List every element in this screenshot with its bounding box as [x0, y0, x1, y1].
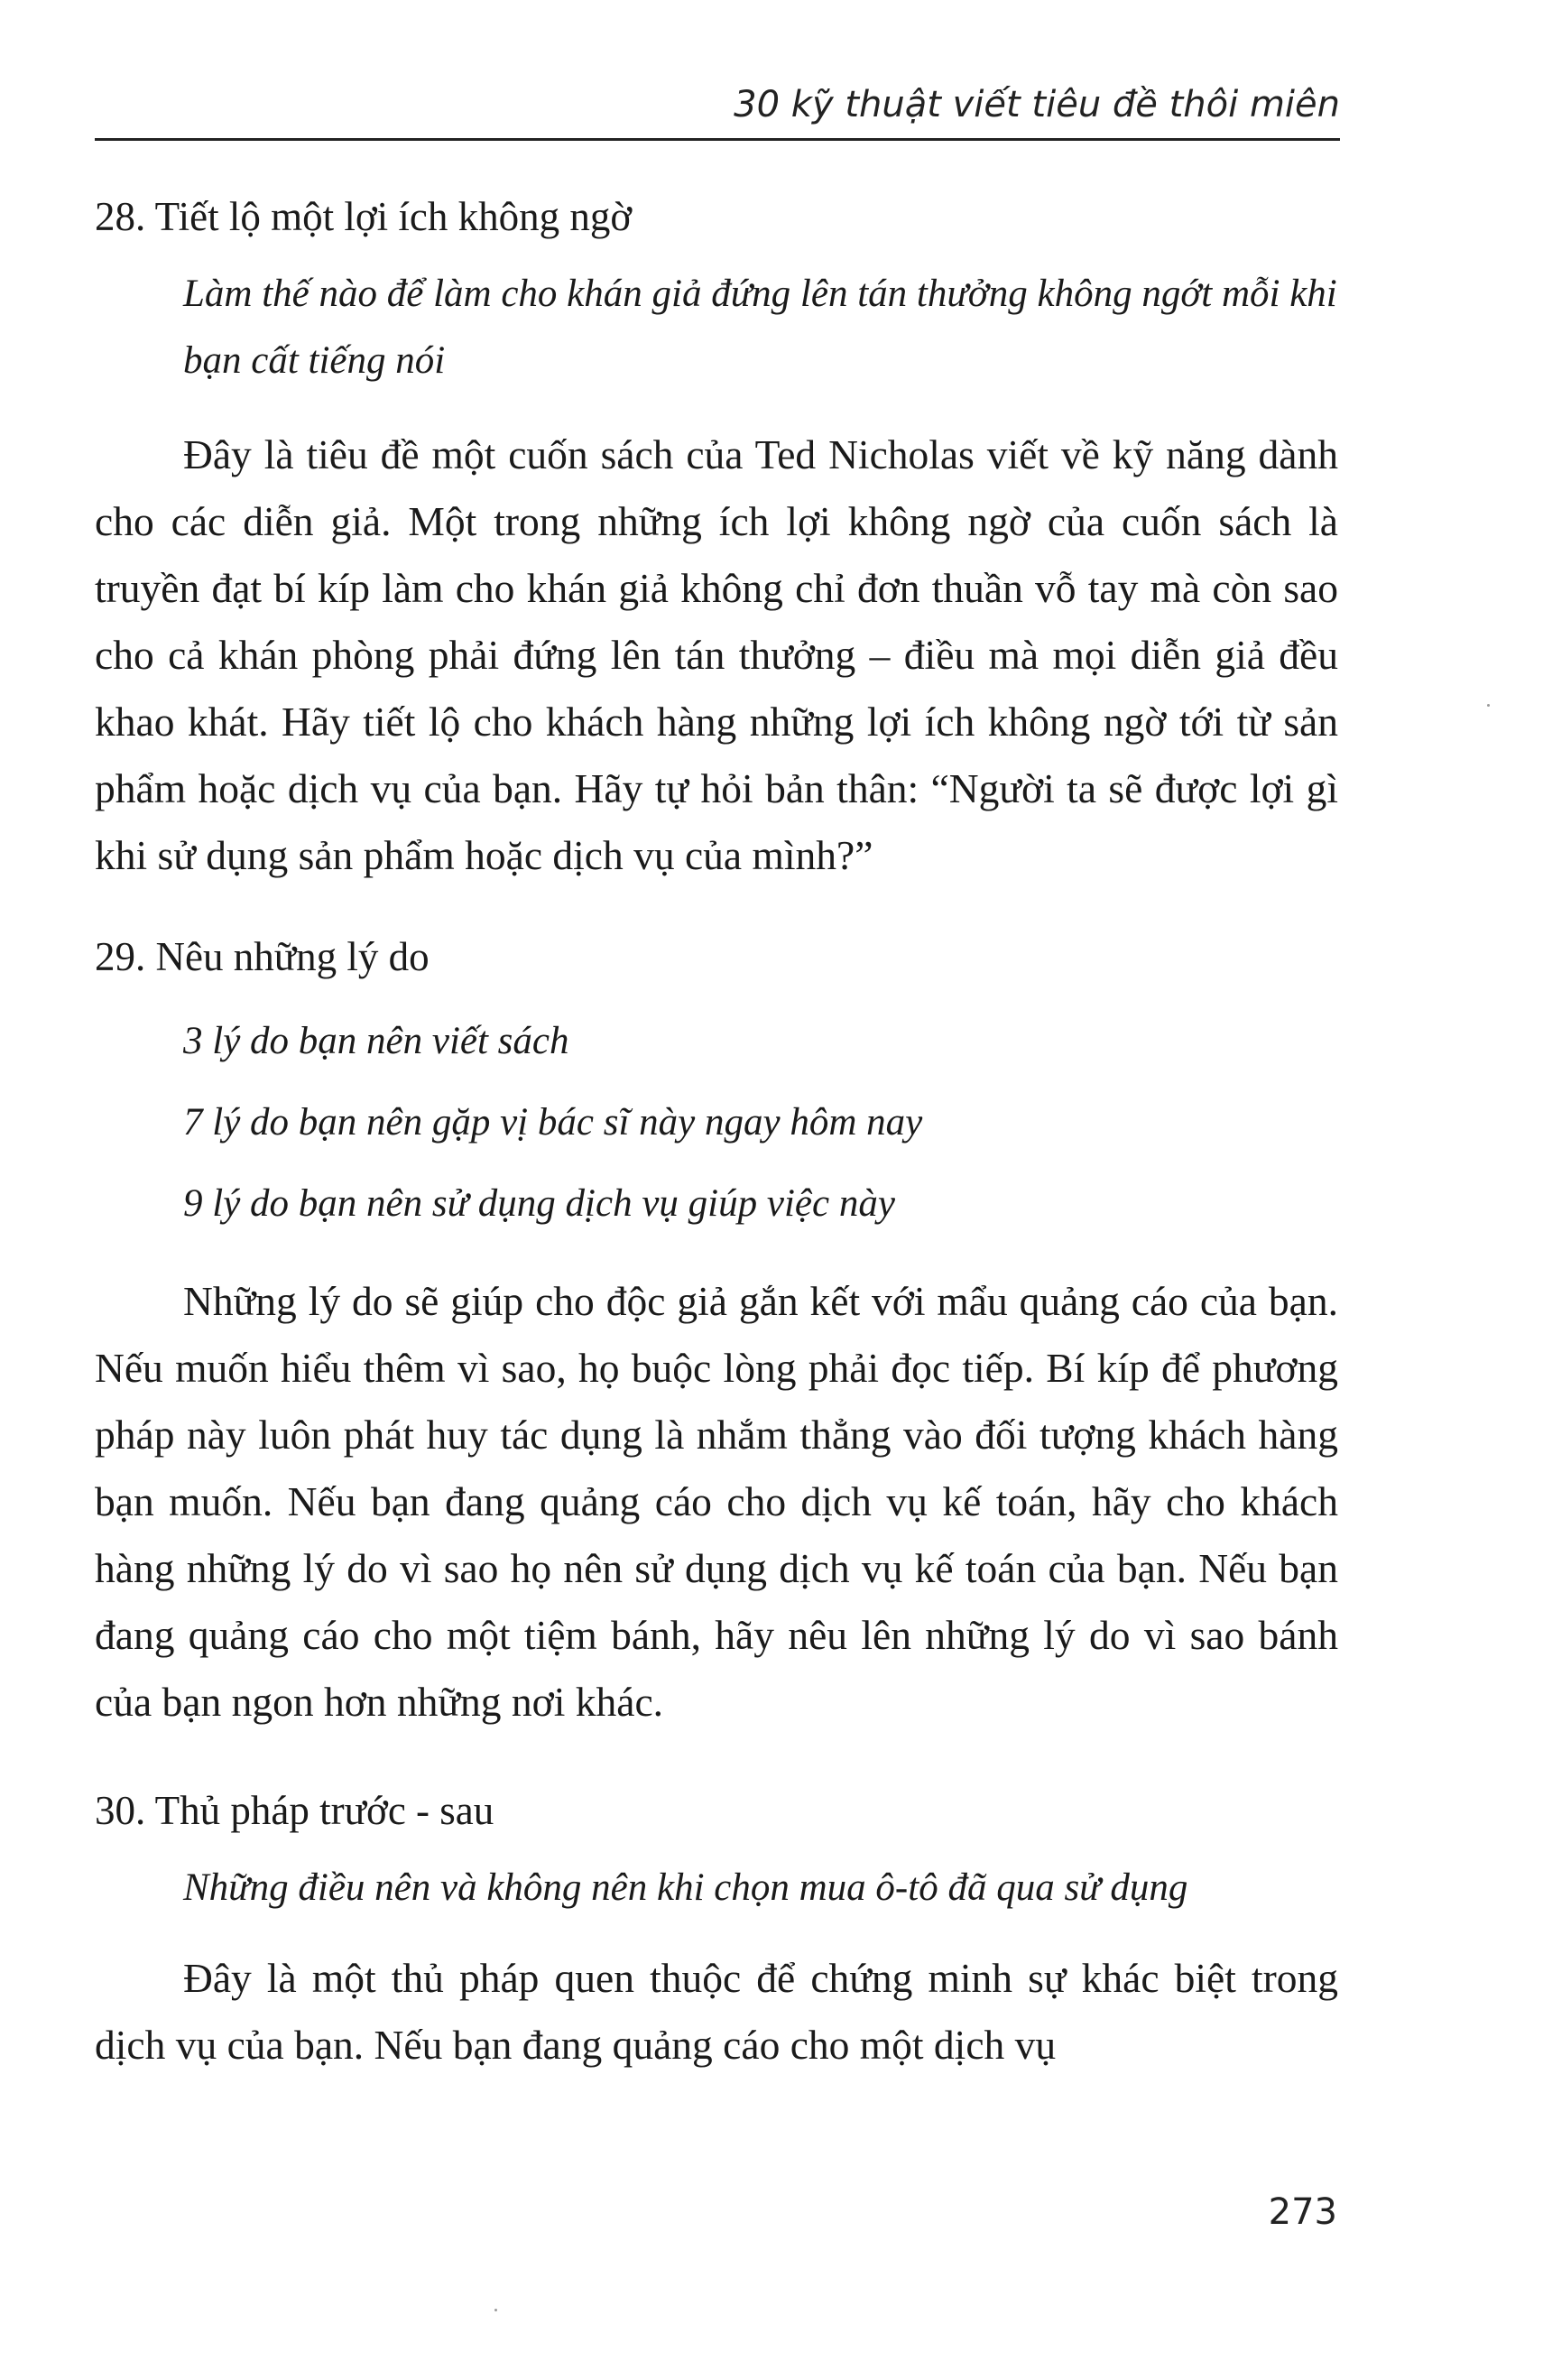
- example-headline: Những điều nên và không nên khi chọn mua ô-tô đã qua sử dụng: [183, 1866, 1188, 1909]
- section-heading: 29. Nêu những lý do: [95, 934, 430, 979]
- page-body: [95, 185, 1338, 2079]
- section-heading: 30. Thủ pháp trước - sau: [95, 1788, 494, 1833]
- scan-speck: [1487, 704, 1490, 707]
- example-headline: 9 lý do bạn nên sử dụng dịch vụ giúp việc này: [183, 1182, 895, 1225]
- section-paragraph: Những lý do sẽ giúp cho độc giả gắn kết với mẩu quảng cáo của bạn. Nếu muốn hiểu thêm vì sao, họ buộc lòng phải đọc tiếp. Bí kíp để phương pháp này luôn phát huy tác dụng là nhắm thẳng vào đối tượng khách hàng bạn muốn. Nếu bạn đang quảng cáo cho dịch vụ kế toán, hãy cho khách hàng những lý do vì sao họ nên sử dụng dịch vụ kế toán của bạn. Nếu bạn đang quảng cáo cho một tiệm bánh, hãy nêu lên những lý do vì sao bánh của bạn ngon hơn những nơi khác.: [95, 1278, 1338, 1725]
- example-headline: 3 lý do bạn nên viết sách: [183, 1020, 569, 1062]
- section-28: [95, 185, 1338, 889]
- example-list: [95, 1001, 1338, 1245]
- section-29: [95, 925, 1338, 1736]
- section-heading: 28. Tiết lộ một lợi ích không ngờ: [95, 194, 633, 239]
- section-paragraph: Đây là một thủ pháp quen thuộc để chứng minh sự khác biệt trong dịch vụ của bạn. Nếu bạn đang quảng cáo cho một dịch vụ: [95, 1955, 1338, 2068]
- running-header-title: 30 kỹ thuật viết tiêu đề thôi miên: [734, 84, 1340, 125]
- section-paragraph: Đây là tiêu đề một cuốn sách của Ted Nicholas viết về kỹ năng dành cho các diễn giả. Một trong những ích lợi không ngờ của cuốn sách là truyền đạt bí kíp làm cho khán giả không chỉ đơn thuần vỗ tay mà còn sao cho cả khán phòng phải đứng lên tán thưởng – điều mà mọi diễn giả đều khao khát. Hãy tiết lộ cho khách hàng những lợi ích không ngờ tới từ sản phẩm hoặc dịch vụ của bạn. Hãy tự hỏi bản thân: “Người ta sẽ được lợi gì khi sử dụng sản phẩm hoặc dịch vụ của mình?”: [95, 431, 1338, 878]
- example-headline: Làm thế nào để làm cho khán giả đứng lên tán thưởng không ngớt mỗi khi bạn cất tiếng nói: [183, 273, 1337, 382]
- running-header: [95, 70, 1340, 141]
- scan-speck: [494, 2309, 497, 2311]
- example-headline: 7 lý do bạn nên gặp vị bác sĩ này ngay hôm nay: [183, 1101, 923, 1144]
- page-number: 273: [1268, 2191, 1337, 2233]
- section-30: [95, 1779, 1338, 2079]
